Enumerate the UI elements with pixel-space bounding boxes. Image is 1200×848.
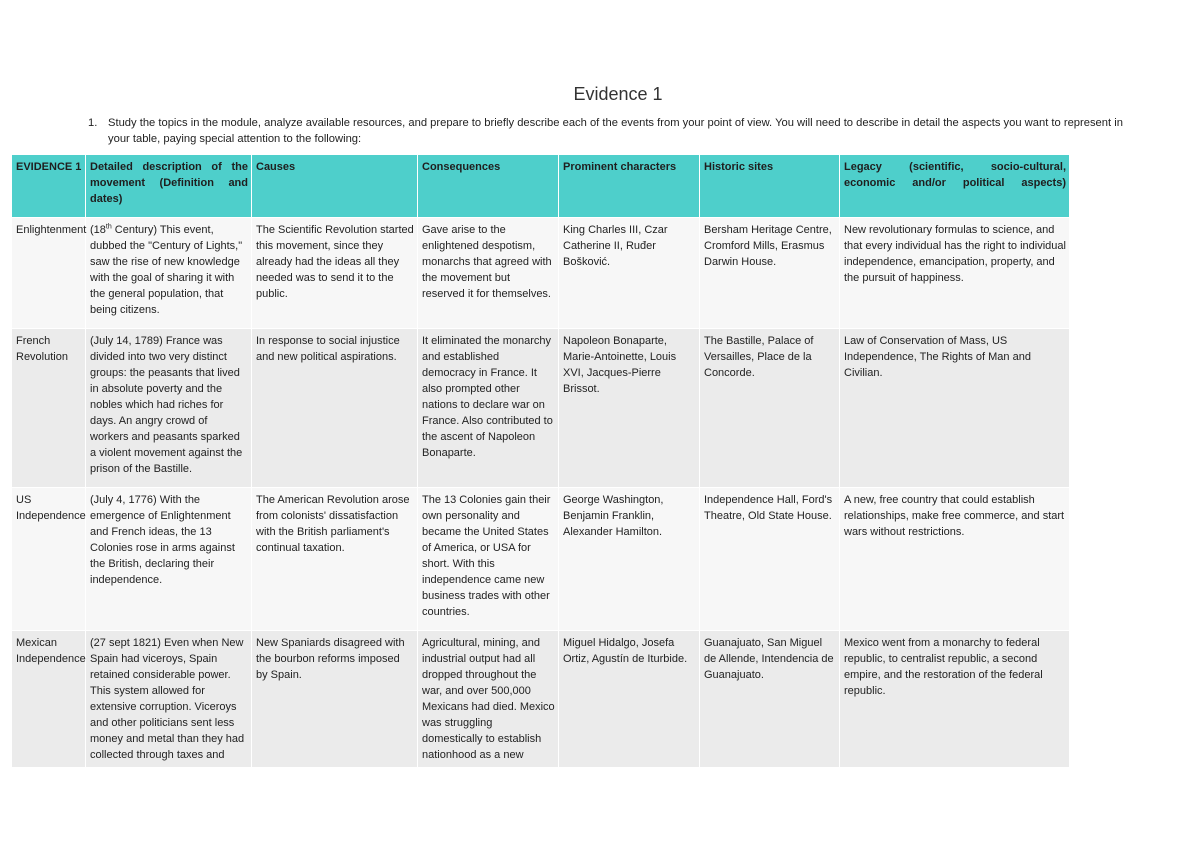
- legacy-cell: New revolutionary formulas to science, and that every individual has the right to individual independence, emancipation, property, and the pursuit of happiness.: [840, 218, 1070, 329]
- evidence-table: [11, 154, 1070, 768]
- sites-cell: Guanajuato, San Miguel de Allende, Intendencia de Guanajuato.: [700, 631, 840, 768]
- characters-cell: George Washington, Benjamin Franklin, Alexander Hamilton.: [559, 488, 700, 631]
- characters-cell: Miguel Hidalgo, Josefa Ortiz, Agustín de Iturbide.: [559, 631, 700, 768]
- header-legacy: Legacy (scientific, socio-cultural, economic and/or political aspects): [840, 155, 1070, 218]
- sites-cell: Bersham Heritage Centre, Cromford Mills, Erasmus Darwin House.: [700, 218, 840, 329]
- legacy-cell: A new, free country that could establish relationships, make free commerce, and start wars without restrictions.: [840, 488, 1070, 631]
- description-superscript: th: [105, 223, 112, 231]
- legacy-cell: Law of Conservation of Mass, US Independence, The Rights of Man and Civilian.: [840, 329, 1070, 488]
- causes-cell: New Spaniards disagreed with the bourbon reforms imposed by Spain.: [252, 631, 418, 768]
- causes-cell: In response to social injustice and new political aspirations.: [252, 329, 418, 488]
- movement-cell: Enlightenment: [12, 218, 86, 329]
- description-cell: (July 14, 1789) France was divided into two very distinct groups: the peasants that lived in absolute poverty and the nobles which had riches for days. An angry crowd of workers and peasants sparked a violent movement against the prison of the Bastille.: [86, 329, 252, 488]
- table-row: [12, 488, 1070, 631]
- header-sites: Historic sites: [700, 155, 840, 218]
- instruction-text: Study the topics in the module, analyze available resources, and prepare to briefly describe each of the events from your point of view. You will need to describe in detail the aspects you want to represent in your table, paying special attention to the following:: [108, 117, 1123, 145]
- description-date-prefix: (18: [90, 224, 106, 236]
- consequences-cell: It eliminated the monarchy and established democracy in France. It also prompted other nations to declare war on France. Also contributed to the ascent of Napoleon Bonaparte.: [418, 329, 559, 488]
- characters-cell: Napoleon Bonaparte, Marie-Antoinette, Louis XVI, Jacques-Pierre Brissot.: [559, 329, 700, 488]
- legacy-cell: Mexico went from a monarchy to federal republic, to centralist republic, a second empire, and the restoration of the federal republic.: [840, 631, 1070, 768]
- sites-cell: Independence Hall, Ford's Theatre, Old State House.: [700, 488, 840, 631]
- description-cell: [86, 218, 252, 329]
- table-header-row: [12, 155, 1070, 218]
- header-causes: Causes: [252, 155, 418, 218]
- table-row: [12, 218, 1070, 329]
- consequences-cell: Agricultural, mining, and industrial output had all dropped throughout the war, and over 500,000 Mexicans had died. Mexico was struggling domestically to establish nationhood as a new: [418, 631, 559, 768]
- header-characters: Prominent characters: [559, 155, 700, 218]
- description-cell: (27 sept 1821) Even when New Spain had viceroys, Spain retained considerable power. This system allowed for extensive corruption. Viceroys and other politicians sent less money and metal than they had collected through taxes and: [86, 631, 252, 768]
- sites-cell: The Bastille, Palace of Versailles, Place de la Concorde.: [700, 329, 840, 488]
- movement-cell: Mexican Independence: [12, 631, 86, 768]
- description-cell: (July 4, 1776) With the emergence of Enlightenment and French ideas, the 13 Colonies rose in arms against the British, declaring their independence.: [86, 488, 252, 631]
- causes-cell: The Scientific Revolution started this movement, since they already had the ideas all they needed was to send it to the public.: [252, 218, 418, 329]
- instruction-item: [88, 115, 1128, 147]
- characters-cell: King Charles III, Czar Catherine II, Ruđer Bošković.: [559, 218, 700, 329]
- header-description: Detailed description of the movement (Definition and dates): [86, 155, 252, 218]
- header-consequences: Consequences: [418, 155, 559, 218]
- movement-cell: French Revolution: [12, 329, 86, 488]
- header-evidence: EVIDENCE 1: [12, 155, 86, 218]
- movement-cell: US Independence: [12, 488, 86, 631]
- causes-cell: The American Revolution arose from colonists' dissatisfaction with the British parliament's continual taxation.: [252, 488, 418, 631]
- consequences-cell: Gave arise to the enlightened despotism, monarchs that agreed with the movement but reserved it for themselves.: [418, 218, 559, 329]
- consequences-cell: The 13 Colonies gain their own personality and became the United States of America, or USA for short. With this independence came new business trades with other countries.: [418, 488, 559, 631]
- description-text: Century) This event, dubbed the "Century of Lights," saw the rise of new knowledge with the goal of sharing it with the general population, that being citizens.: [90, 224, 243, 316]
- page-title: Evidence 1: [573, 84, 663, 104]
- instruction-number: 1.: [88, 117, 98, 129]
- table-row: [12, 329, 1070, 488]
- table-row: [12, 631, 1070, 768]
